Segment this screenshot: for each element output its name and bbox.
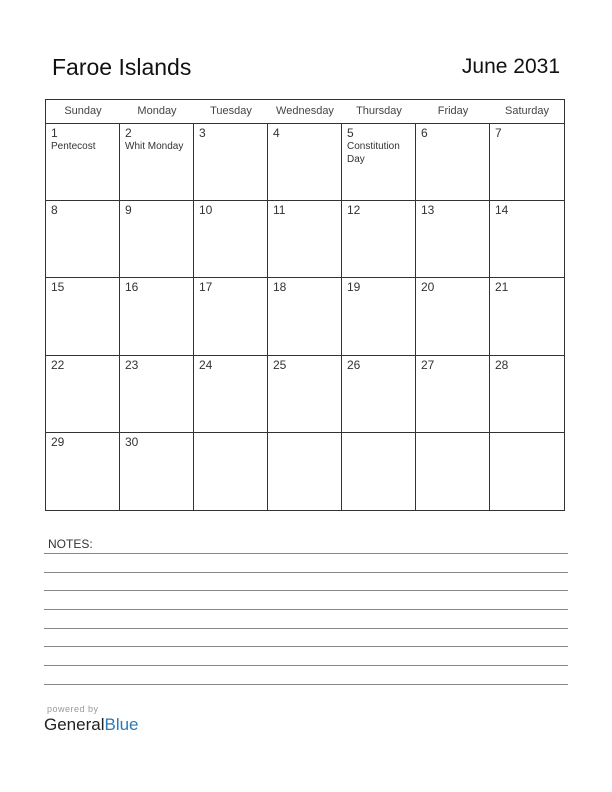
day-number: 18 [273,280,287,295]
day-cell[interactable] [268,278,342,355]
day-cell[interactable] [490,201,564,278]
day-cell[interactable] [46,201,120,278]
powered-by-text: powered by [47,704,99,714]
day-cell[interactable] [120,124,194,201]
note-line [44,665,568,666]
day-cell[interactable] [342,124,416,201]
day-cell[interactable] [490,356,564,433]
weekday-header-row [46,100,564,124]
day-cell[interactable] [194,201,268,278]
weekday-label: Saturday [504,105,550,117]
holiday-label: Whit Monday [125,141,184,152]
day-number: 26 [347,357,361,372]
holiday-label: Constitution Day [347,141,400,165]
day-cell[interactable] [416,201,490,278]
brand-general-text: General [44,715,105,734]
day-cell[interactable] [268,356,342,433]
day-cell[interactable] [194,433,268,510]
day-cell[interactable] [194,278,268,355]
day-cell[interactable] [194,124,268,201]
day-number: 5 [347,126,354,140]
day-number: 27 [421,357,435,372]
day-number: 4 [273,126,280,140]
brand-blue-text: Blue [104,715,139,734]
day-number: 3 [199,126,206,140]
note-line [44,572,568,573]
day-number: 23 [125,357,139,372]
day-cell[interactable] [268,124,342,201]
day-number: 10 [199,203,213,218]
note-line [44,553,568,554]
day-cell[interactable] [416,433,490,510]
day-number: 2 [125,126,132,140]
day-number: 12 [347,203,361,218]
weekday-label: Thursday [356,105,402,117]
day-cell[interactable] [342,278,416,355]
notes-label: NOTES: [48,537,93,551]
day-number: 17 [199,280,213,295]
day-cell[interactable] [268,433,342,510]
brand-name [44,715,139,735]
note-line [44,609,568,610]
generalblue-logo[interactable] [44,704,139,735]
day-number: 6 [421,126,428,140]
day-number: 21 [495,280,509,295]
note-line [44,646,568,647]
calendar-days [46,124,564,510]
day-number: 28 [495,357,509,372]
day-number: 24 [199,357,213,372]
day-number: 7 [495,126,502,140]
day-cell[interactable] [268,201,342,278]
day-cell[interactable] [342,433,416,510]
note-line [44,684,568,685]
weekday-label: Wednesday [276,105,334,117]
day-number: 30 [125,434,139,449]
day-cell[interactable] [490,124,564,201]
weekday-label: Monday [137,105,177,117]
day-number: 11 [273,203,286,218]
day-cell[interactable] [342,356,416,433]
day-cell[interactable] [120,278,194,355]
day-number: 20 [421,280,435,295]
day-number: 16 [125,280,139,295]
day-cell[interactable] [120,201,194,278]
day-cell[interactable] [46,124,120,201]
weekday-label: Tuesday [210,105,252,117]
day-cell[interactable] [194,356,268,433]
day-number: 19 [347,280,361,295]
day-cell[interactable] [120,433,194,510]
calendar-country-title: Faroe Islands [52,54,192,80]
day-number: 9 [125,203,132,218]
day-number: 22 [51,357,65,372]
day-cell[interactable] [46,278,120,355]
calendar-grid [45,99,565,511]
day-cell[interactable] [416,124,490,201]
day-number: 1 [51,126,58,140]
day-number: 29 [51,434,65,449]
day-cell[interactable] [490,433,564,510]
calendar-month-title: June 2031 [461,55,560,78]
day-number: 15 [51,280,65,295]
day-cell[interactable] [490,278,564,355]
day-number: 8 [51,203,58,218]
day-cell[interactable] [120,356,194,433]
note-line [44,628,568,629]
day-cell[interactable] [46,356,120,433]
day-number: 25 [273,357,287,372]
holiday-label: Pentecost [51,141,96,152]
weekday-label: Sunday [64,105,102,117]
day-number: 13 [421,203,435,218]
day-number: 14 [495,203,509,218]
weekday-label: Friday [437,105,469,117]
day-cell[interactable] [416,356,490,433]
day-cell[interactable] [342,201,416,278]
day-cell[interactable] [46,433,120,510]
note-line [44,590,568,591]
day-cell[interactable] [416,278,490,355]
